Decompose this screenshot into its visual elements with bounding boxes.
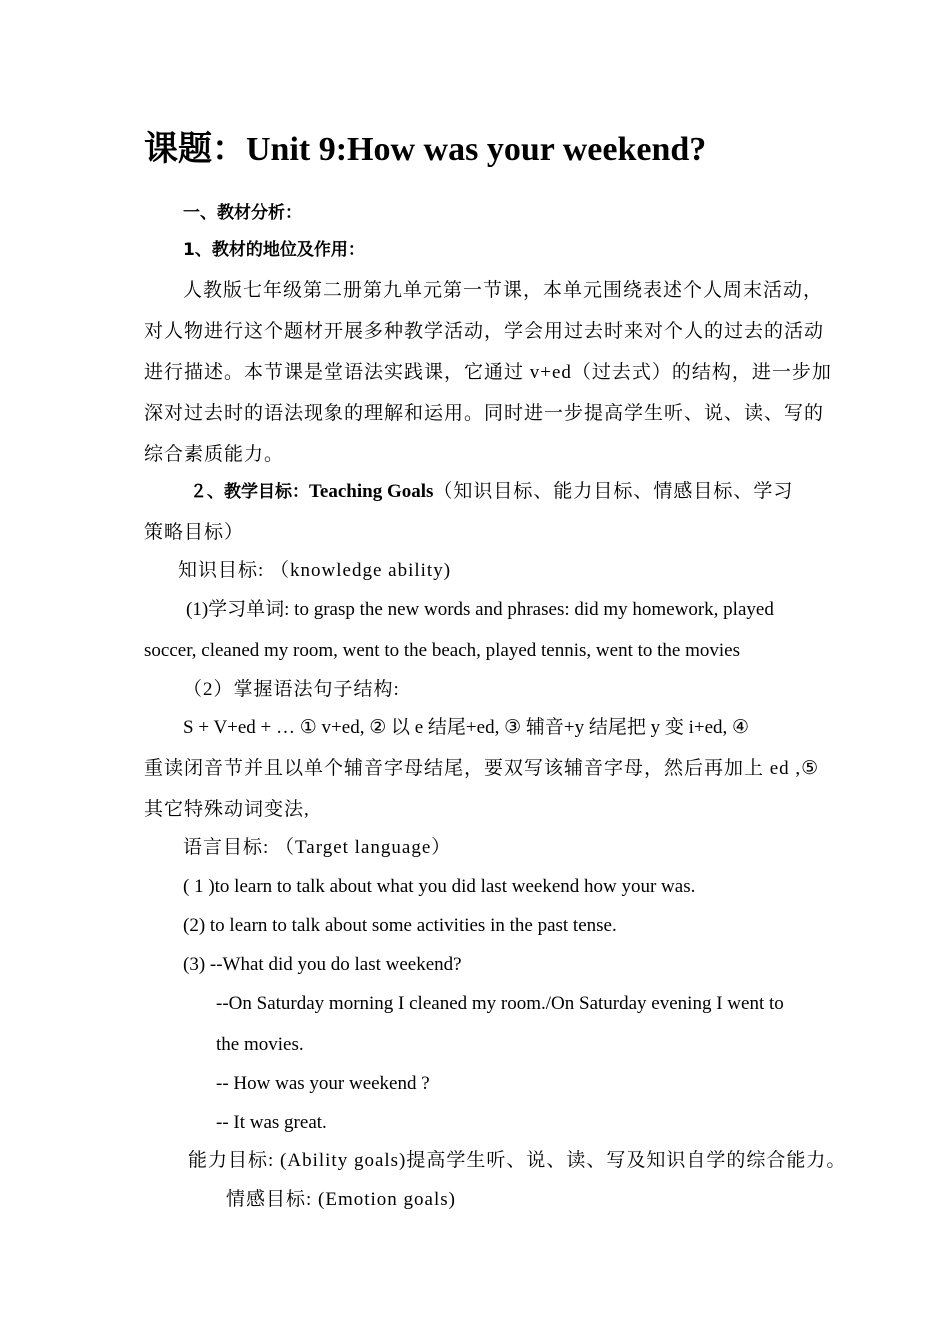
paragraph-line: 综合素质能力。	[144, 444, 285, 465]
teaching-goals-label: ２、教学目标：	[190, 482, 309, 502]
target-item-3: (3) --What did you do last weekend?	[183, 954, 462, 975]
dialogue-line: the movies.	[216, 1034, 304, 1055]
grammar-rule-line: 其它特殊动词变法,	[144, 799, 310, 820]
teaching-goals-heading	[190, 480, 793, 504]
dialogue-line: -- How was your weekend ?	[216, 1073, 430, 1094]
page-title: 课题：Unit 9:How was your weekend?	[144, 131, 707, 168]
ability-goals: 能力目标: (Ability goals)提高学生听、说、读、写及知识自学的综合能力。	[188, 1150, 847, 1171]
paragraph-line: 人教版七年级第二册第九单元第一节课，本单元围绕表述个人周末活动，	[183, 280, 824, 301]
target-language-heading: 语言目标: （Target language）	[183, 837, 452, 858]
knowledge-goals: 知识目标: （knowledge ability)	[178, 560, 452, 581]
teaching-goals-continuation: 策略目标）	[144, 522, 245, 543]
section-heading-textbook-analysis: 一、教材分析：	[183, 203, 302, 223]
subheading-role: 1、教材的地位及作用：	[183, 240, 365, 260]
knowledge-item-1: (1)学习单词: to grasp the new words and phrases: did my homework, played	[186, 599, 774, 620]
dialogue-line: -- It was great.	[216, 1112, 327, 1133]
teaching-goals-label-en: Teaching Goals	[309, 481, 434, 502]
dialogue-line: --On Saturday morning I cleaned my room./On Saturday evening I went to	[216, 993, 784, 1014]
paragraph-line: 深对过去时的语法现象的理解和运用。同时进一步提高学生听、说、读、写的	[144, 403, 825, 424]
grammar-rule-line: 重读闭音节并且以单个辅音字母结尾，要双写该辅音字母，然后再加上 ed ,⑤	[144, 758, 820, 779]
knowledge-item-2: （2）掌握语法句子结构:	[183, 679, 400, 700]
emotion-goals: 情感目标: (Emotion goals)	[226, 1189, 456, 1210]
target-item-2: (2) to learn to talk about some activities in the past tense.	[183, 915, 617, 936]
grammar-rule-line: S + V+ed + … ① v+ed, ② 以 e 结尾+ed, ③ 辅音+y 结尾把 y 变 i+ed, ④	[183, 717, 750, 738]
paragraph-line: 进行描述。本节课是堂语法实践课，它通过 v+ed（过去式）的结构，进一步加	[144, 362, 832, 383]
knowledge-item-1-cont: soccer, cleaned my room, went to the beach, played tennis, went to the movies	[144, 640, 740, 661]
target-item-1: ( 1 )to learn to talk about what you did last weekend how your was.	[183, 876, 696, 897]
paragraph-line: 对人物进行这个题材开展多种教学活动，学会用过去时来对个人的过去的活动	[144, 321, 825, 342]
teaching-goals-label-rest: （知识目标、能力目标、情感目标、学习	[433, 481, 794, 502]
